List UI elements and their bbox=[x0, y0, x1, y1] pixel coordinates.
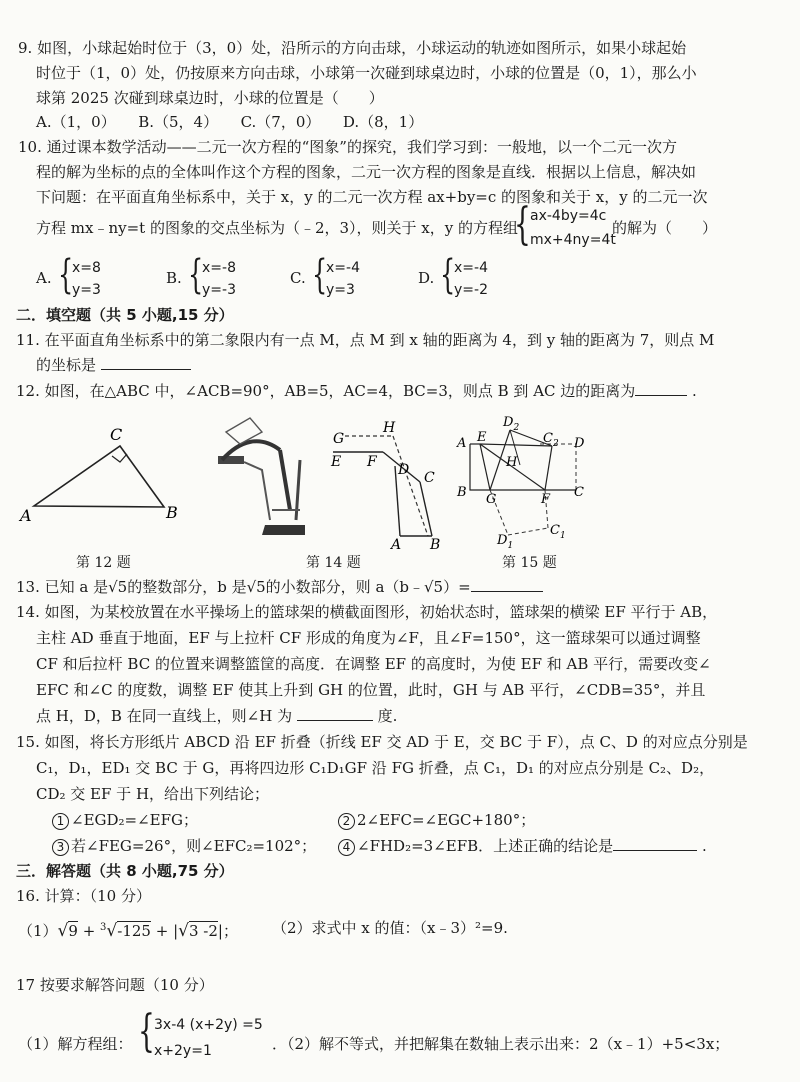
q10-option-b-brace: { bbox=[188, 252, 204, 298]
q11-line1: 11. 在平面直角坐标系中的第二象限内有一点 M，点 M 到 x 轴的距离为 4，到 y 轴的距离为 7，则点 M bbox=[16, 331, 715, 349]
q10-option-a-brace: { bbox=[58, 252, 74, 298]
fig15-label-f: F bbox=[541, 492, 551, 507]
fig15-label-d2: D bbox=[503, 415, 514, 430]
q14-line2: 主柱 AD 垂直于地面，EF 与上拉杆 CF 形成的角度为∠F，且∠F=150°，这一篮球架可以通过调整 bbox=[36, 629, 701, 647]
q15-conclusion-2-number: 2 bbox=[338, 813, 355, 830]
section2-heading: 二．填空题（共 5 小题,15 分） bbox=[16, 306, 234, 324]
q13-answer-blank[interactable] bbox=[471, 577, 543, 592]
fig15-caption: 第 15 题 bbox=[502, 555, 557, 571]
q15-line2: C₁，D₁，ED₁ 交 BC 于 G，再将四边形 C₁D₁GF 沿 FG 折叠，点 C₁，D₁ 的对应点分别是 C₂、D₂， bbox=[36, 759, 715, 777]
q16-sqrt9-radicand: 9 bbox=[68, 922, 78, 940]
fig15-label-d1-sub: 1 bbox=[507, 541, 514, 551]
q16-title: 16. 计算：（10 分） bbox=[16, 887, 151, 905]
q10-option-b-row1: x=-8 bbox=[202, 260, 236, 276]
q16-part1-label: （1） bbox=[18, 922, 58, 940]
q15-conclusion-4-number: 4 bbox=[338, 839, 355, 856]
q17-system-row1: 3x-4 (x+2y) =5 bbox=[154, 1017, 263, 1033]
q12-answer-blank[interactable] bbox=[635, 381, 687, 396]
fig14-label-h: H bbox=[383, 420, 396, 436]
q10-system-brace: { bbox=[514, 199, 531, 250]
q10-option-a-label: A. bbox=[36, 269, 52, 287]
q10-option-c-label: C. bbox=[290, 269, 306, 287]
fig15-label-d: D bbox=[574, 436, 585, 451]
q15-conclusion-2-text: 2∠EFC=∠EGC+180°； bbox=[357, 811, 536, 829]
q16-part1: （1）√9 + $^3$√-125 + |√3 -2|； bbox=[18, 921, 238, 941]
q16-part2: （2）求式中 x 的值：（x﹣3）²=9. bbox=[272, 919, 508, 937]
q15-conclusion-3-text: 若∠FEG=26°，则∠EFC₂=102°； bbox=[71, 837, 317, 855]
fig12-triangle bbox=[18, 425, 178, 525]
q17-system-row2: x+2y=1 bbox=[154, 1043, 212, 1059]
basketball-stand-illustration bbox=[218, 418, 305, 535]
q10-line4-pre: 方程 mx﹣ny=t 的图象的交点坐标为（﹣2，3），则关于 x，y 的方程组 bbox=[36, 219, 519, 237]
q10-system-row2: mx+4ny=4t bbox=[530, 232, 616, 248]
q16-abs-content: 3 -2 bbox=[188, 922, 218, 940]
q14-line5-post: 度. bbox=[377, 707, 398, 725]
q16-part1-end: ； bbox=[222, 922, 238, 940]
section3-heading: 三．解答题（共 8 小题,75 分） bbox=[16, 862, 234, 880]
fig14-caption: 第 14 题 bbox=[306, 555, 361, 571]
q10-option-d-row2: y=-2 bbox=[454, 282, 488, 298]
q10-option-d-label: D. bbox=[418, 269, 435, 287]
q14-line5 bbox=[36, 706, 397, 726]
q10-option-c-row1: x=-4 bbox=[326, 260, 360, 276]
fig15-label-c1-sub: 1 bbox=[559, 531, 566, 541]
q15-conclusion-1 bbox=[52, 810, 198, 830]
q9-line2: 时位于（1，0）处，仍按原来方向击球，小球第一次碰到球桌边时，小球的位置是（0，1），那么小 bbox=[36, 64, 697, 82]
q16-cube-root-index: 3 bbox=[100, 922, 107, 933]
q10-option-c-brace: { bbox=[312, 252, 328, 298]
q14-line1: 14. 如图，为某校放置在水平操场上的篮球架的横截面图形，初始状态时，篮球架的横梁 EF 平行于 AB， bbox=[16, 603, 718, 621]
q15-conclusion-3-number: 3 bbox=[52, 839, 69, 856]
q13-line1 bbox=[16, 577, 543, 597]
fig15-label-b: B bbox=[457, 485, 467, 500]
fig14-label-b: B bbox=[430, 537, 441, 553]
q9-line1: 9. 如图，小球起始时位于（3，0）处，沿所示的方向击球，小球运动的轨迹如图所示，如果小球起始 bbox=[18, 39, 687, 57]
fig12-label-b: B bbox=[166, 503, 178, 522]
q10-option-c-row2: y=3 bbox=[326, 282, 355, 298]
q11-line2 bbox=[36, 355, 191, 375]
q14-line5-pre: 点 H，D，B 在同一直线上，则∠H 为 bbox=[36, 707, 293, 725]
fig14-label-a: A bbox=[391, 537, 402, 553]
fig14-label-g: G bbox=[333, 431, 345, 447]
q17-part2: ．（2）解不等式，并把解集在数轴上表示出来：2（x﹣1）+5<3x； bbox=[272, 1035, 730, 1053]
q10-option-d-row1: x=-4 bbox=[454, 260, 488, 276]
fig15-label-e: E bbox=[477, 430, 487, 445]
q10-option-d-brace: { bbox=[440, 252, 456, 298]
q14-answer-blank[interactable] bbox=[297, 706, 373, 721]
fig15-label-c: C bbox=[574, 485, 584, 500]
q14-line4: EFC 和∠C 的度数，调整 EF 使其上升到 GH 的位置，此时，GH 与 AB 平行，∠CDB=35°，并且 bbox=[36, 681, 706, 699]
q15-conclusion-2 bbox=[338, 810, 535, 830]
q9-line3: 球第 2025 次碰到球桌边时，小球的位置是（ ） bbox=[36, 89, 384, 107]
fig15-label-c1: C bbox=[550, 523, 560, 538]
fig15-label-d2-sub: 2 bbox=[513, 423, 520, 433]
q15-conclusion-4-text: ∠FHD₂=3∠EFB．上述正确的结论是 bbox=[357, 837, 614, 855]
q15-conclusion-4 bbox=[338, 836, 707, 856]
q15-answer-blank[interactable] bbox=[613, 836, 697, 851]
q17-title: 17 按要求解答问题（10 分） bbox=[16, 976, 214, 994]
fig15-label-d1: D bbox=[497, 533, 508, 548]
q11-line2-text: 的坐标是 bbox=[36, 356, 97, 374]
fig14-label-e: E bbox=[331, 454, 342, 470]
fig15-label-h: H bbox=[506, 455, 518, 470]
fig12-caption: 第 12 题 bbox=[76, 555, 131, 571]
q10-option-b-label: B. bbox=[166, 269, 182, 287]
fig15-label-g: G bbox=[486, 492, 497, 507]
q15-end: . bbox=[701, 837, 707, 855]
q10-line3: 下问题：在平面直角坐标系中，关于 x，y 的二元一次方程 ax+by=c 的图象和关于 x，y 的二元一次 bbox=[36, 188, 708, 206]
q16-cube-root-radicand: -125 bbox=[117, 922, 151, 940]
fig15-label-a: A bbox=[457, 436, 467, 451]
q13-line1-text: 13. 已知 a 是√5的整数部分，b 是√5的小数部分，则 a（b﹣√5）= bbox=[16, 578, 471, 596]
q10-option-b-row2: y=-3 bbox=[202, 282, 236, 298]
q12-line1-text: 12. 如图，在△ABC 中，∠ACB=90°，AB=5，AC=4，BC=3，则点 B 到 AC 边的距离为 bbox=[16, 382, 636, 400]
fig15-label-c2: C bbox=[543, 431, 553, 446]
q15-line3: CD₂ 交 EF 于 H，给出下列结论； bbox=[36, 785, 270, 803]
q10-line1: 10. 通过课本数学活动——二元一次方程的“图象”的探究，我们学习到：一般地，以一个二元一次方 bbox=[18, 138, 677, 156]
fig14-diagram bbox=[330, 420, 440, 553]
fig12-label-c: C bbox=[110, 425, 123, 444]
q11-answer-blank[interactable] bbox=[101, 355, 191, 370]
q10-option-a-row2: y=3 bbox=[72, 282, 101, 298]
q15-conclusion-1-text: ∠EGD₂=∠EFG； bbox=[71, 811, 199, 829]
q9-options: A.（1，0） B.（5，4） C.（7，0） D.（8，1） bbox=[36, 113, 424, 131]
q15-conclusion-3 bbox=[52, 836, 316, 856]
svg-text:D1 bbox=[496, 533, 513, 551]
fig14-label-c: C bbox=[424, 470, 435, 486]
q10-line2: 程的解为坐标的点的全体叫作这个方程的图象，二元一次方程的图象是直线．根据以上信息，解决如 bbox=[36, 163, 697, 181]
fig14-label-f: F bbox=[367, 454, 377, 470]
q17-part1-label: （1）解方程组： bbox=[18, 1035, 133, 1053]
q10-line4-post: 的解为（ ） bbox=[612, 219, 718, 237]
svg-text:C1 bbox=[550, 523, 566, 541]
q10-option-a-row1: x=8 bbox=[72, 260, 101, 276]
fig14-label-d: D bbox=[398, 462, 410, 478]
q10-system-row1: ax-4by=4c bbox=[530, 208, 607, 224]
q12-line1: 12. 如图，在△ABC 中，∠ACB=90°，AB=5，AC=4，BC=3，则点 B 到 AC 边的距离为 . bbox=[16, 382, 697, 400]
q15-line1: 15. 如图，将长方形纸片 ABCD 沿 EF 折叠（折线 EF 交 AD 于 E，交 BC 于 F），点 C、D 的对应点分别是 bbox=[16, 733, 748, 751]
fig15-label-c2-sub: 2 bbox=[552, 439, 559, 449]
fig15-diagram bbox=[456, 415, 585, 551]
q17-system-brace: { bbox=[138, 1006, 155, 1057]
q14-line3: CF 和后拉杆 BC 的位置来调整篮筐的高度．在调整 EF 的高度时，为使 EF 和 AB 平行，需要改变∠ bbox=[36, 655, 711, 673]
q15-conclusion-1-number: 1 bbox=[52, 813, 69, 830]
fig12-label-a: A bbox=[20, 506, 32, 525]
